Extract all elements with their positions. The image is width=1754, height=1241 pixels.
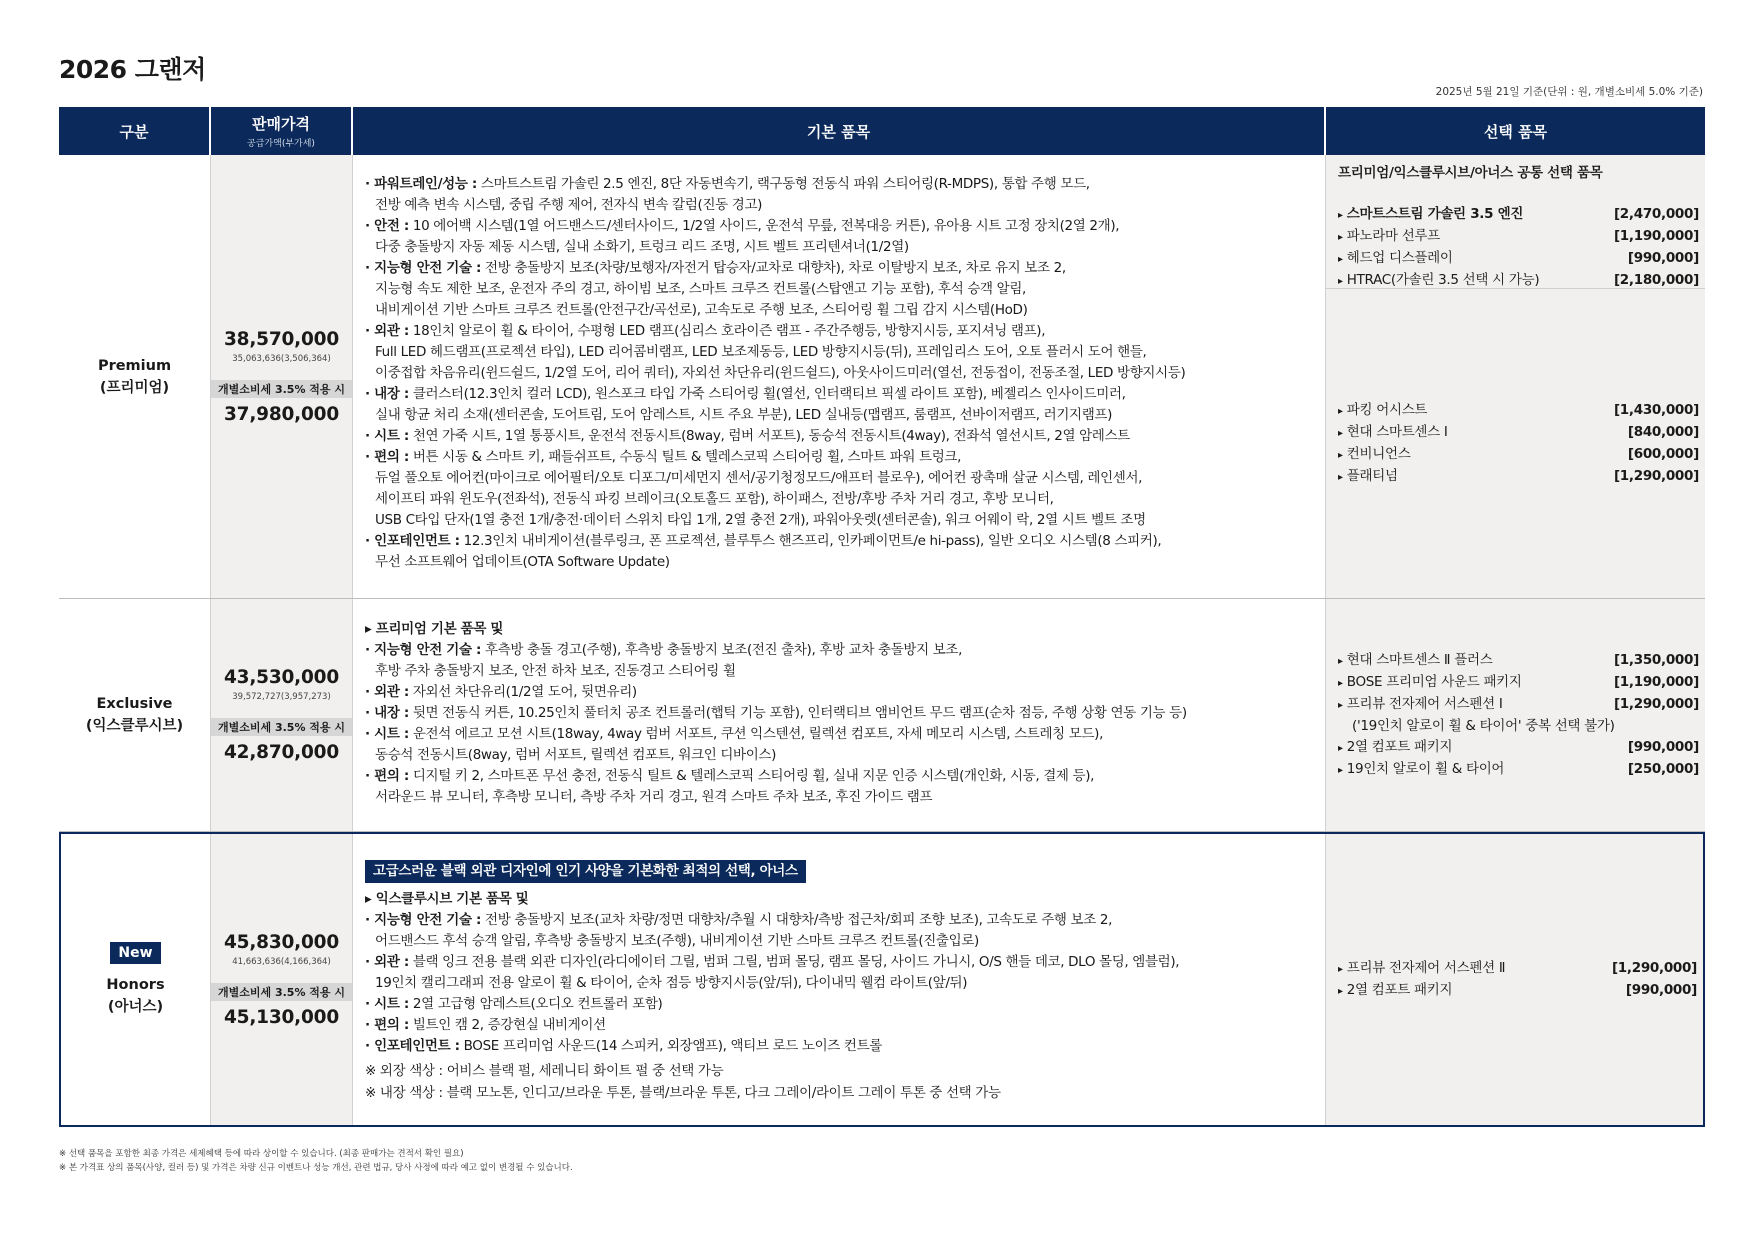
option-item: [1326, 400, 1705, 422]
feature-label: 편의 :: [374, 449, 409, 465]
footnote: ※ 본 가격표 상의 품목(사양, 컬러 등) 및 가격은 차량 신규 이벤트나 성능 개선, 관련 법규, 당사 사정에 따라 예고 없이 변경될 수 있습니다.: [59, 1163, 573, 1173]
table-row-premium: [59, 155, 1705, 599]
option-name: ▸ 프리뷰 전자제어 서스펜션 Ⅰ: [1338, 694, 1503, 716]
options-premium: [1326, 155, 1705, 598]
option-price: [1,350,000]: [1613, 651, 1699, 668]
header-basic: 기본 품목: [353, 107, 1326, 155]
feature-label: 지능형 안전 기술 :: [374, 260, 482, 276]
feature-text: 10 에어백 시스템(1열 어드밴스드/센터사이드, 1/2열 사이드, 운전석 무릎, 전복대응 커튼), 유아용 시트 고정 장치(2열 2개),: [408, 218, 1120, 234]
option-name: ▸ 현대 스마트센스 Ⅰ: [1338, 422, 1448, 444]
new-badge: New: [110, 942, 160, 964]
feature-line: · 시트 : 천연 가죽 시트, 1열 통풍시트, 운전석 전동시트(8way, 럼버 서포트), 동승석 전동시트(4way), 전좌석 열선시트, 2열 암레스트: [365, 428, 1130, 444]
feature-line: [365, 489, 1317, 510]
feature-label: 외관 :: [374, 684, 409, 700]
feature-line: [365, 468, 1317, 489]
option-price: [2,180,000]: [1613, 272, 1699, 288]
option-name: ▸ 컨비니언스: [1338, 444, 1410, 466]
feature-label: 편의 :: [374, 1017, 409, 1033]
option-price: [1,190,000]: [1613, 673, 1699, 690]
option-item: [1326, 737, 1705, 759]
feature-label: 시트 :: [374, 726, 409, 742]
feature-text: 지능형 속도 제한 보조, 운전자 주의 경고, 하이빔 보조, 스마트 크루즈 컨트롤(스탑앤고 기능 포함), 후석 승객 알림,: [375, 281, 1027, 297]
feature-text: 후방 주차 충돌방지 보조, 안전 하차 보조, 진동경고 스티어링 휠: [375, 663, 736, 679]
option-price: [840,000]: [1627, 424, 1699, 440]
feature-text: 어드밴스드 후석 승객 알림, 후측방 충돌방지 보조(주행), 내비게이션 기반 스마트 크루즈 컨트롤(진출입로): [375, 933, 979, 949]
price-honors: [211, 834, 353, 1125]
feature-line: · 외관 : 블랙 잉크 전용 블랙 외관 디자인(라디에이터 그릴, 범퍼 그릴, 범퍼 몰딩, 램프 몰딩, 사이드 가니시, O/S 핸들 데코, DLO 몰딩, 엠블럼),: [365, 954, 1180, 970]
feature-label: 파워트레인/성능 :: [374, 176, 477, 192]
feature-line: · 내장 : 뒷면 전동식 커튼, 10.25인치 풀터치 공조 컨트롤러(햅틱 기능 포함), 인터랙티브 앰비언트 무드 램프(순차 점등, 주행 상황 연동 기능 등): [365, 705, 1187, 721]
option-item: [1326, 694, 1705, 716]
feature-text: 클러스터(12.3인치 컬러 LCD), 원스포크 타입 가죽 스티어링 휠(열선, 인터랙티브 픽셀 라이트 포함), 베젤리스 인사이드미러,: [408, 386, 1126, 402]
color-note: ※ 내장 색상 : 블랙 모노톤, 인디고/브라운 투톤, 블랙/브라운 투톤, 다크 그레이/라이트 그레이 투톤 중 선택 가능: [365, 1085, 1001, 1101]
option-item: [1326, 672, 1705, 694]
option-item: [1326, 650, 1705, 672]
feature-text: 빌트인 캠 2, 증강현실 내비게이션: [408, 1017, 606, 1033]
options-exclusive: [1326, 599, 1705, 831]
price-table: [59, 107, 1705, 1127]
trim-premium: Premium (프리미엄): [59, 155, 211, 598]
option-name: ▸ 파킹 어시스트: [1338, 400, 1427, 422]
feature-line: [365, 195, 1317, 216]
option-item: [1326, 270, 1705, 292]
feature-text: 운전석 에르고 모션 시트(18way, 4way 럼버 서포트, 쿠션 익스텐션, 릴렉션 컴포트, 자세 메모리 시스템, 스트레칭 모드),: [408, 726, 1104, 742]
feature-line: [365, 931, 1317, 952]
feature-line: · 외관 : 18인치 알로이 휠 & 타이어, 수평형 LED 램프(심리스 호라이즌 램프 - 주간주행등, 방향지시등, 포지셔닝 램프),: [365, 323, 1046, 339]
feature-text: 무선 소프트웨어 업데이트(OTA Software Update): [375, 554, 670, 570]
option-price: [990,000]: [1627, 738, 1699, 755]
tax-badge: 개별소비세 3.5% 적용 시: [211, 718, 352, 736]
feature-line: · 편의 : 빌트인 캠 2, 증강현실 내비게이션: [365, 1017, 606, 1033]
feature-list: [365, 640, 1317, 808]
feature-text: 18인치 알로이 휠 & 타이어, 수평형 LED 램프(심리스 호라이즌 램프 - 주간주행등, 방향지시등, 포지셔닝 램프),: [408, 323, 1046, 339]
option-name: ▸ 2열 컴포트 패키지: [1338, 737, 1452, 759]
feature-line: [365, 363, 1317, 384]
feature-text: 전방 충돌방지 보조(차량/보행자/자전거 탑승자/교차로 대향차), 차로 이탈방지 보조, 차로 유지 보조 2,: [481, 260, 1066, 276]
footnotes: [59, 1147, 573, 1175]
feature-text: 듀얼 풀오토 에어컨(마이크로 에어필터/오토 디포그/미세먼지 센서/공기청정모드/애프터 블로우), 에어컨 광촉매 살균 시스템, 레인센서,: [375, 470, 1143, 486]
option-item: [1326, 226, 1705, 248]
option-item: [1326, 466, 1705, 488]
feature-text: 디지털 키 2, 스마트폰 무선 충전, 전동식 틸트 & 텔레스코픽 스티어링 휠, 실내 지문 인증 시스템(개인화, 시동, 결제 등),: [408, 768, 1095, 784]
feature-line: [365, 787, 1317, 808]
feature-label: 인포테인먼트 :: [374, 1038, 460, 1054]
table-row-honors: [59, 832, 1705, 1127]
feature-text: 전방 예측 변속 시스템, 중립 주행 제어, 전자식 변속 칼럼(진동 경고): [375, 197, 763, 213]
feature-text: 천연 가죽 시트, 1열 통풍시트, 운전석 전동시트(8way, 럼버 서포트), 동승석 전동시트(4way), 전좌석 열선시트, 2열 암레스트: [408, 428, 1130, 444]
feature-label: 안전 :: [374, 218, 409, 234]
feature-line: [365, 279, 1317, 300]
option-name: ▸ 플래티넘: [1338, 466, 1398, 488]
option-price: [990,000]: [1627, 250, 1699, 266]
feature-line: · 지능형 안전 기술 : 전방 충돌방지 보조(차량/보행자/자전거 탑승자/교차로 대향차), 차로 이탈방지 보조, 차로 유지 보조 2,: [365, 260, 1066, 276]
feature-text: Full LED 헤드램프(프로젝션 타입), LED 리어콤비램프, LED 보조제동등, LED 방향지시등(뒤), 프레임리스 도어, 오토 플러시 도어 핸들,: [375, 344, 1147, 360]
feature-line: · 안전 : 10 에어백 시스템(1열 어드밴스드/센터사이드, 1/2열 사이드, 운전석 무릎, 전복대응 커튼), 유아용 시트 고정 장치(2열 2개),: [365, 218, 1120, 234]
option-name: ▸ 현대 스마트센스 Ⅱ 플러스: [1338, 650, 1492, 672]
feature-label: 내장 :: [374, 386, 409, 402]
option-name: ▸ 스마트스트림 가솔린 3.5 엔진: [1338, 204, 1523, 226]
basic-premium: [353, 155, 1326, 598]
feature-text: 스마트스트림 가솔린 2.5 엔진, 8단 자동변속기, 랙구동형 전동식 파워 스티어링(R-MDPS), 통합 주행 모드,: [476, 176, 1090, 192]
option-name: ▸ BOSE 프리미엄 사운드 패키지: [1338, 672, 1522, 694]
option-name: ▸ HTRAC(가솔린 3.5 선택 시 가능): [1338, 270, 1539, 292]
option-item: [1326, 980, 1703, 1002]
table-header: [59, 107, 1705, 155]
option-item: [1326, 422, 1705, 444]
table-row-exclusive: [59, 599, 1705, 832]
feature-line: · 편의 : 버튼 시동 & 스마트 키, 패들쉬프트, 수동식 틸트 & 텔레스코픽 스티어링 휠, 스마트 파워 트렁크,: [365, 449, 962, 465]
feature-text: 뒷면 전동식 커튼, 10.25인치 풀터치 공조 컨트롤러(햅틱 기능 포함), 인터랙티브 앰비언트 무드 램프(순차 점등, 주행 상황 연동 기능 등): [408, 705, 1187, 721]
options-list: [1326, 400, 1705, 488]
color-note: ※ 외장 색상 : 어비스 블랙 펄, 세레니티 화이트 펄 중 선택 가능: [365, 1063, 724, 1079]
feature-label: 지능형 안전 기술 :: [374, 912, 482, 928]
supply-price: 39,572,727(3,957,273): [232, 692, 331, 702]
feature-text: 실내 항균 처리 소재(센터콘솔, 도어트림, 도어 암레스트, 시트 주요 부분), LED 실내등(맵램프, 룸램프, 선바이저램프, 러기지램프): [375, 407, 1112, 423]
feature-text: 블랙 잉크 전용 블랙 외관 디자인(라디에이터 그릴, 범퍼 그릴, 범퍼 몰딩, 램프 몰딩, 사이드 가니시, O/S 핸들 데코, DLO 몰딩, 엠블럼),: [408, 954, 1180, 970]
feature-text: 19인치 캘리그래피 전용 알로이 휠 & 타이어, 순차 점등 방향지시등(앞/뒤), 다이내믹 웰컴 라이트(앞/뒤): [375, 975, 968, 991]
sale-price: 38,570,000: [223, 328, 340, 350]
option-price: [1,290,000]: [1613, 695, 1699, 712]
feature-text: 전방 충돌방지 보조(교차 차량/정면 대향차/추월 시 대향차/측방 접근차/회피 조향 보조), 고속도로 주행 보조 2,: [481, 912, 1113, 928]
options-list: [1326, 650, 1705, 781]
option-item: [1326, 958, 1703, 980]
option-name: ▸ 파노라마 선루프: [1338, 226, 1440, 248]
tax-price: 37,980,000: [223, 403, 340, 425]
feature-label: 내장 :: [374, 705, 409, 721]
option-price: [250,000]: [1627, 760, 1699, 777]
feature-text: 내비게이션 기반 스마트 크루즈 컨트롤(안전구간/곡선로), 고속도로 주행 보조, 스티어링 휠 그립 감지 시스템(HoD): [375, 302, 1028, 318]
option-name: ▸ 헤드업 디스플레이: [1338, 248, 1453, 270]
page-title: 2026 그랜저: [59, 55, 206, 84]
sale-price: 43,530,000: [223, 667, 340, 688]
honors-banner: 고급스러운 블랙 외관 디자인에 인기 사양을 기본화한 최적의 선택, 아너스: [365, 860, 806, 883]
feature-label: 편의 :: [374, 768, 409, 784]
option-price: [990,000]: [1625, 981, 1697, 998]
feature-line: · 내장 : 클러스터(12.3인치 컬러 LCD), 원스포크 타입 가죽 스티어링 휠(열선, 인터랙티브 픽셀 라이트 포함), 베젤리스 인사이드미러,: [365, 386, 1126, 402]
option-price: [1,290,000]: [1611, 959, 1697, 976]
feature-text: 서라운드 뷰 모니터, 후측방 모니터, 측방 주차 거리 경고, 원격 스마트 주차 보조, 후진 가이드 램프: [375, 789, 933, 805]
color-notes: [365, 1060, 1317, 1104]
option-item: [1326, 759, 1705, 781]
trim-exclusive: Exclusive (익스클루시브): [59, 599, 211, 831]
feature-line: · 시트 : 2열 고급형 암레스트(오디오 컨트롤러 포함): [365, 996, 663, 1012]
feature-label: 외관 :: [374, 954, 409, 970]
feature-list: [365, 174, 1317, 573]
feature-label: 시트 :: [374, 996, 409, 1012]
supply-price: 41,663,636(4,166,364): [232, 956, 331, 967]
basis-note: 2025년 5월 21일 기준(단위 : 원, 개별소비세 5.0% 기준): [1435, 86, 1703, 98]
header-price: 판매가격 공급가액(부가세): [211, 107, 353, 155]
option-price: [1,430,000]: [1613, 402, 1699, 418]
feature-line: [365, 510, 1317, 531]
price-exclusive: [211, 599, 353, 831]
option-price: [2,470,000]: [1613, 206, 1699, 222]
feature-list: [365, 910, 1317, 1057]
feature-text: 다중 충돌방지 자동 제동 시스템, 실내 소화기, 트렁크 리드 조명, 시트 벨트 프리텐셔너(1/2열): [375, 239, 909, 255]
feature-text: BOSE 프리미엄 사운드(14 스피커, 외장앰프), 액티브 로드 노이즈 컨트롤: [459, 1038, 882, 1054]
basic-exclusive: [353, 599, 1326, 831]
option-price: [1,290,000]: [1613, 468, 1699, 484]
feature-label: 인포테인먼트 :: [374, 533, 460, 549]
price-premium: [211, 155, 353, 598]
feature-line: · 인포테인먼트 : BOSE 프리미엄 사운드(14 스피커, 외장앰프), 액티브 로드 노이즈 컨트롤: [365, 1038, 882, 1054]
header-options: 선택 품목: [1483, 122, 1548, 141]
feature-line: · 편의 : 디지털 키 2, 스마트폰 무선 충전, 전동식 틸트 & 텔레스코픽 스티어링 휠, 실내 지문 인증 시스템(개인화, 시동, 결제 등),: [365, 768, 1095, 784]
feature-text: 12.3인치 내비게이션(블루링크, 폰 프로젝션, 블루투스 핸즈프리, 인카페이먼트/e hi-pass), 일반 오디오 시스템(8 스피커),: [459, 533, 1162, 549]
feature-line: [365, 745, 1317, 766]
options-list: [1326, 958, 1703, 1002]
header-price-sub: 공급가액(부가세): [247, 139, 315, 149]
base-note: ▸ 프리미엄 기본 품목 및: [365, 621, 504, 637]
feature-line: [365, 552, 1317, 573]
options-common-title: 프리미엄/익스클루시브/아너스 공통 선택 품목: [1338, 165, 1603, 181]
option-item: [1326, 204, 1705, 226]
feature-label: 지능형 안전 기술 :: [374, 642, 482, 658]
option-note: ('19인치 알로이 휠 & 타이어' 중복 선택 불가): [1352, 717, 1615, 734]
tax-price: 45,130,000: [223, 1006, 340, 1028]
feature-text: 동승석 전동시트(8way, 럼버 서포트, 릴렉션 컴포트, 워크인 디바이스): [375, 747, 777, 763]
feature-label: 외관 :: [374, 323, 409, 339]
feature-line: [365, 661, 1317, 682]
feature-line: [365, 300, 1317, 321]
option-item: [1326, 248, 1705, 270]
feature-text: 자외선 차단유리(1/2열 도어, 뒷면유리): [408, 684, 637, 700]
option-price: [600,000]: [1627, 446, 1699, 462]
tax-badge: 개별소비세 3.5% 적용 시: [211, 983, 352, 1001]
feature-text: 버튼 시동 & 스마트 키, 패들쉬프트, 수동식 틸트 & 텔레스코픽 스티어링 휠, 스마트 파워 트렁크,: [408, 449, 962, 465]
base-note: ▸ 익스클루시브 기본 품목 및: [365, 891, 529, 907]
feature-line: [365, 342, 1317, 363]
option-price: [1,190,000]: [1613, 228, 1699, 244]
tax-badge: 개별소비세 3.5% 적용 시: [211, 380, 352, 398]
feature-line: [365, 405, 1317, 426]
options-honors: [1326, 834, 1703, 1125]
option-name: ▸ 프리뷰 전자제어 서스펜션 Ⅱ: [1338, 958, 1505, 980]
option-name: ▸ 2열 컴포트 패키지: [1338, 980, 1452, 1002]
feature-label: 시트 :: [374, 428, 409, 444]
supply-price: 35,063,636(3,506,364): [232, 353, 331, 364]
feature-line: · 외관 : 자외선 차단유리(1/2열 도어, 뒷면유리): [365, 684, 637, 700]
feature-line: · 인포테인먼트 : 12.3인치 내비게이션(블루링크, 폰 프로젝션, 블루투스 핸즈프리, 인카페이먼트/e hi-pass), 일반 오디오 시스템(8 스피커),: [365, 533, 1162, 549]
feature-text: 후측방 충돌 경고(주행), 후측방 충돌방지 보조(전진 출차), 후방 교차 충돌방지 보조,: [481, 642, 963, 658]
option-item: [1326, 444, 1705, 466]
footnote: ※ 선택 품목을 포함한 최종 가격은 세제혜택 등에 따라 상이할 수 있습니다. (최종 판매가는 견적서 확인 필요): [59, 1149, 464, 1159]
feature-line: · 지능형 안전 기술 : 전방 충돌방지 보조(교차 차량/정면 대향차/추월 시 대향차/측방 접근차/회피 조향 보조), 고속도로 주행 보조 2,: [365, 912, 1113, 928]
feature-text: 세이프티 파워 윈도우(전좌석), 전동식 파킹 브레이크(오토홀드 포함), 하이패스, 전방/후방 주차 거리 경고, 후방 모니터,: [375, 491, 1054, 507]
feature-line: [365, 237, 1317, 258]
feature-text: 2열 고급형 암레스트(오디오 컨트롤러 포함): [408, 996, 663, 1012]
options-common-list: [1326, 190, 1705, 292]
feature-text: USB C타입 단자(1열 충전 1개/충전·데이터 스위치 타입 1개, 2열 충전 2개), 파워아웃렛(센터콘솔), 워크 어웨이 락, 2열 시트 벨트 조명: [375, 512, 1146, 528]
trim-honors: New Honors (아너스): [61, 834, 211, 1125]
tax-price: 42,870,000: [223, 742, 340, 763]
feature-line: · 시트 : 운전석 에르고 모션 시트(18way, 4way 럼버 서포트, 쿠션 익스텐션, 릴렉션 컴포트, 자세 메모리 시스템, 스트레칭 모드),: [365, 726, 1104, 742]
sale-price: 45,830,000: [223, 931, 340, 953]
feature-line: · 파워트레인/성능 : 스마트스트림 가솔린 2.5 엔진, 8단 자동변속기, 랙구동형 전동식 파워 스티어링(R-MDPS), 통합 주행 모드,: [365, 176, 1090, 192]
header-trim: 구분: [59, 107, 211, 155]
feature-text: 이중접합 차음유리(윈드쉴드, 1/2열 도어, 리어 쿼터), 자외선 차단유리(윈드쉴드), 아웃사이드미러(열선, 전동접이, 전동조절, LED 방향지시등): [375, 365, 1186, 381]
feature-line: · 지능형 안전 기술 : 후측방 충돌 경고(주행), 후측방 충돌방지 보조(전진 출차), 후방 교차 충돌방지 보조,: [365, 642, 963, 658]
option-name: ▸ 19인치 알로이 휠 & 타이어: [1338, 759, 1504, 781]
basic-honors: [353, 834, 1326, 1125]
feature-line: [365, 973, 1317, 994]
